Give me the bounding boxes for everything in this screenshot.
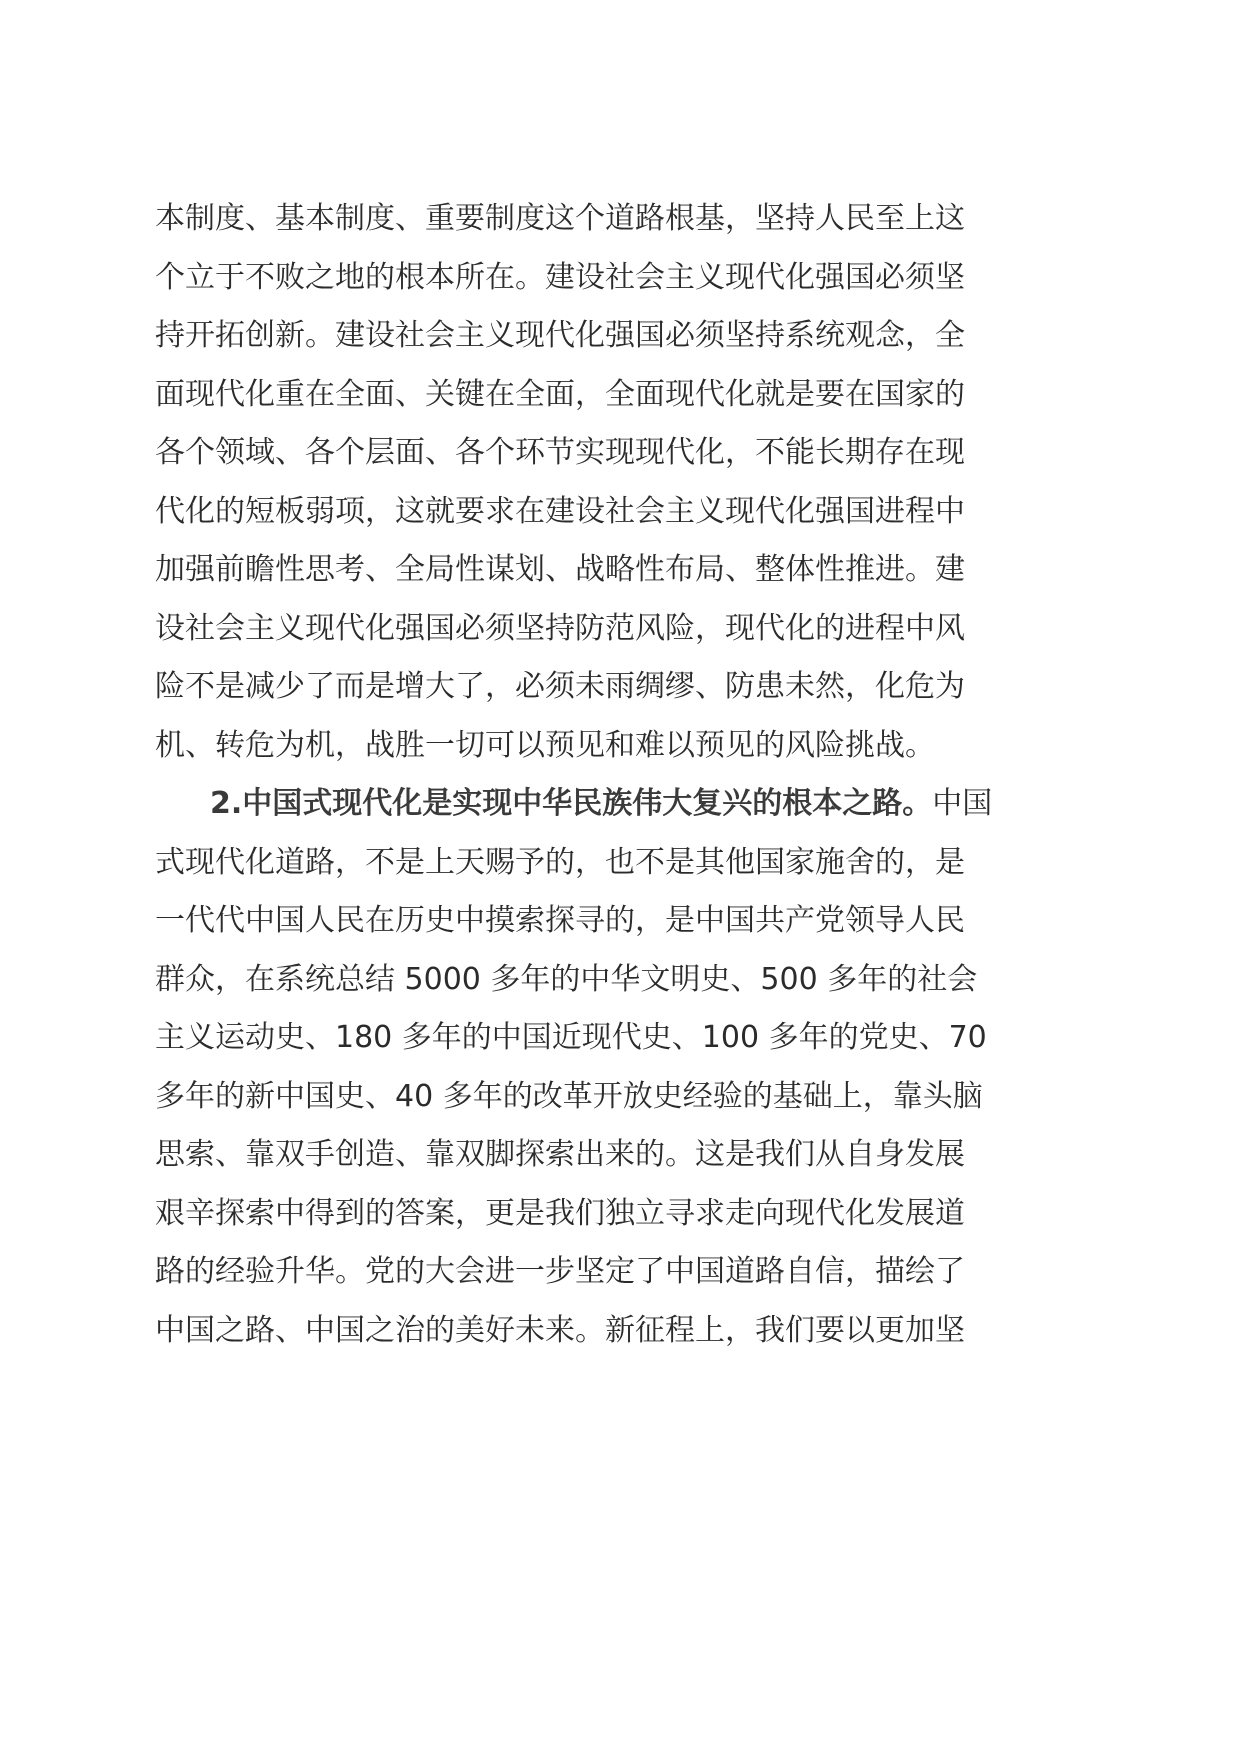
paragraph-line: 代化的短板弱项，这就要求在建设社会主义现代化强国进程中 <box>155 494 965 529</box>
paragraph-line: 机、转危为机，战胜一切可以预见和难以预见的风险挑战。 <box>155 728 935 763</box>
paragraph-line: 加强前瞻性思考、全局性谋划、战略性布局、整体性推进。建 <box>155 552 965 587</box>
paragraph-line: 本制度、基本制度、重要制度这个道路根基，坚持人民至上这 <box>155 201 965 236</box>
heading-continuation: 中国 <box>932 786 993 821</box>
paragraph-line: 一代代中国人民在历史中摸索探寻的，是中国共产党领导人民 <box>155 903 965 938</box>
paragraph-line: 险不是减少了而是增大了，必须未雨绸缪、防患未然，化危为 <box>155 669 965 704</box>
paragraph-line: 各个领域、各个层面、各个环节实现现代化，不能长期存在现 <box>155 435 965 470</box>
paragraph-line: 主义运动史、180 多年的中国近现代史、100 多年的党史、70 <box>155 1020 987 1055</box>
paragraph-line: 中国之路、中国之治的美好未来。新征程上，我们要以更加坚 <box>155 1313 965 1348</box>
paragraph-line: 面现代化重在全面、关键在全面，全面现代化就是要在国家的 <box>155 377 965 412</box>
paragraph-line: 式现代化道路，不是上天赐予的，也不是其他国家施舍的，是 <box>155 845 965 880</box>
paragraph-line: 多年的新中国史、40 多年的改革开放史经验的基础上，靠头脑 <box>155 1079 983 1114</box>
section-heading-line <box>210 771 992 837</box>
paragraph-line: 艰辛探索中得到的答案，更是我们独立寻求走向现代化发展道 <box>155 1196 965 1231</box>
section-heading: 2.中国式现代化是实现中华民族伟大复兴的根本之路。 <box>210 786 933 821</box>
paragraph-line: 设社会主义现代化强国必须坚持防范风险，现代化的进程中风 <box>155 611 965 646</box>
paragraph-line: 路的经验升华。党的大会进一步坚定了中国道路自信，描绘了 <box>155 1254 965 1289</box>
paragraph-line: 群众，在系统总结 5000 多年的中华文明史、500 多年的社会 <box>155 962 978 997</box>
paragraph-line: 思索、靠双手创造、靠双脚探索出来的。这是我们从自身发展 <box>155 1137 965 1172</box>
paragraph-line: 持开拓创新。建设社会主义现代化强国必须坚持系统观念，全 <box>155 318 965 353</box>
paragraph-line: 个立于不败之地的根本所在。建设社会主义现代化强国必须坚 <box>155 260 965 295</box>
